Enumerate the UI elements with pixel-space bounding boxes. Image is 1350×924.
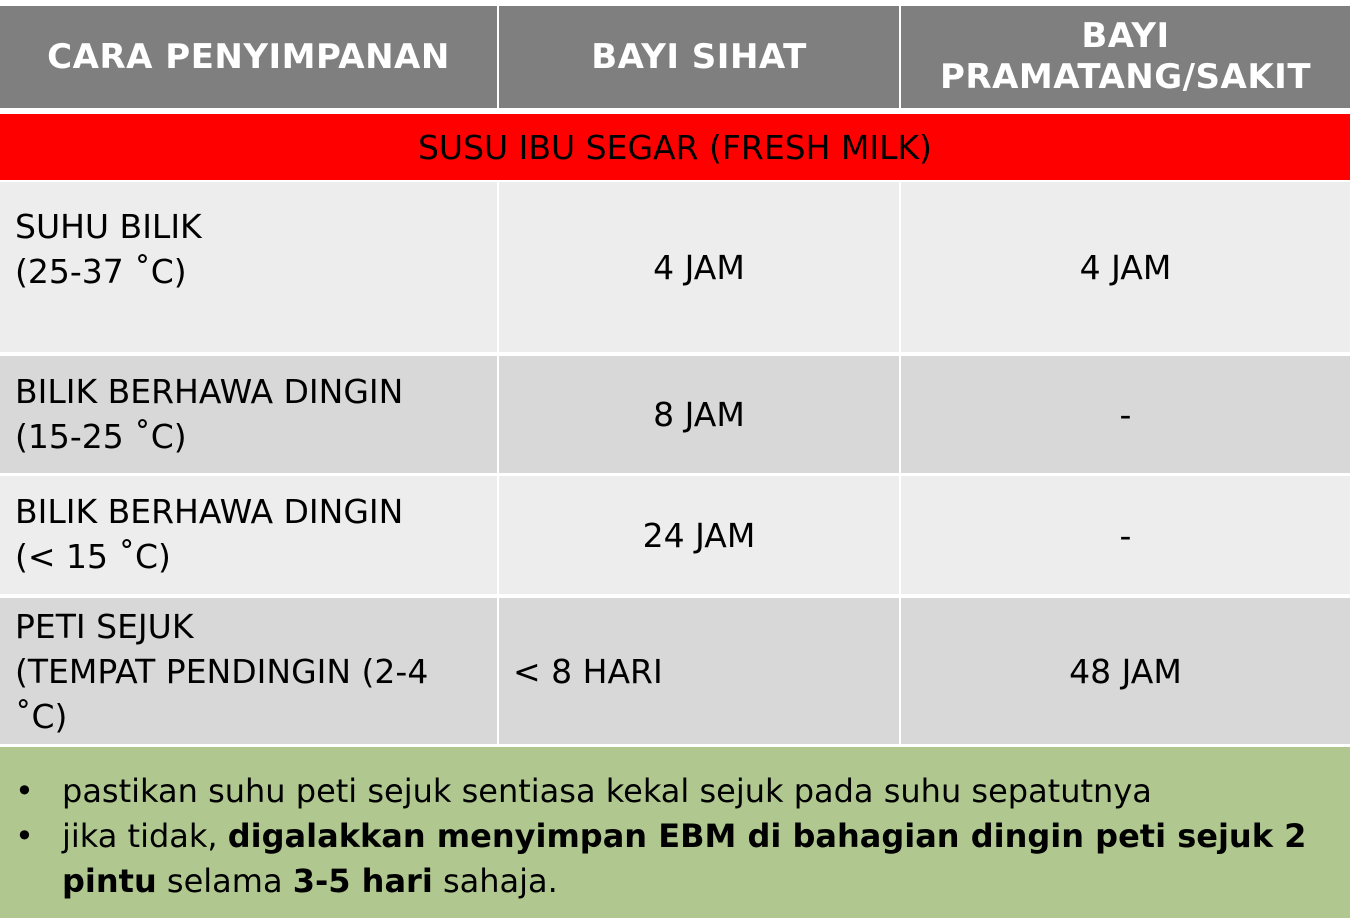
healthy-duration-cell: 8 JAM — [499, 356, 899, 473]
storage-method-cell: SUHU BILIK (25-37 ˚C) — [0, 182, 497, 352]
table-row — [0, 356, 1350, 473]
bullet-icon: • — [15, 772, 34, 810]
premature-duration-cell: 48 JAM — [901, 598, 1350, 744]
table-header — [0, 6, 1350, 108]
premature-duration-cell: 4 JAM — [901, 182, 1350, 352]
healthy-duration-cell: 4 JAM — [499, 182, 899, 352]
note-item: • pastikan suhu peti sejuk sentiasa kekal sejuk pada suhu sepatutnya — [15, 769, 1330, 814]
storage-method-cell: BILIK BERHAWA DINGIN (< 15 ˚C) — [0, 476, 497, 594]
healthy-duration-cell: 24 JAM — [499, 476, 899, 594]
header-premature-sick-baby: BAYI PRAMATANG/SAKIT — [901, 6, 1350, 108]
table-row — [0, 598, 1350, 744]
healthy-duration-cell: < 8 HARI — [499, 598, 899, 744]
bullet-icon: • — [15, 817, 34, 855]
storage-method-cell: BILIK BERHAWA DINGIN (15-25 ˚C) — [0, 356, 497, 473]
premature-duration-cell: - — [901, 356, 1350, 473]
section-title-fresh-milk: SUSU IBU SEGAR (FRESH MILK) — [0, 114, 1350, 180]
table-row — [0, 476, 1350, 594]
premature-duration-cell: - — [901, 476, 1350, 594]
table-row — [0, 182, 1350, 352]
notes-box — [0, 747, 1350, 918]
header-storage-method: CARA PENYIMPANAN — [0, 6, 497, 108]
note-item: • jika tidak, digalakkan menyimpan EBM di bahagian dingin peti sejuk 2 pintu selama 3-5 hari sahaja. — [15, 814, 1330, 904]
storage-method-cell: PETI SEJUK (TEMPAT PENDINGIN (2-4 ˚C) — [0, 598, 497, 744]
header-healthy-baby: BAYI SIHAT — [499, 6, 899, 108]
